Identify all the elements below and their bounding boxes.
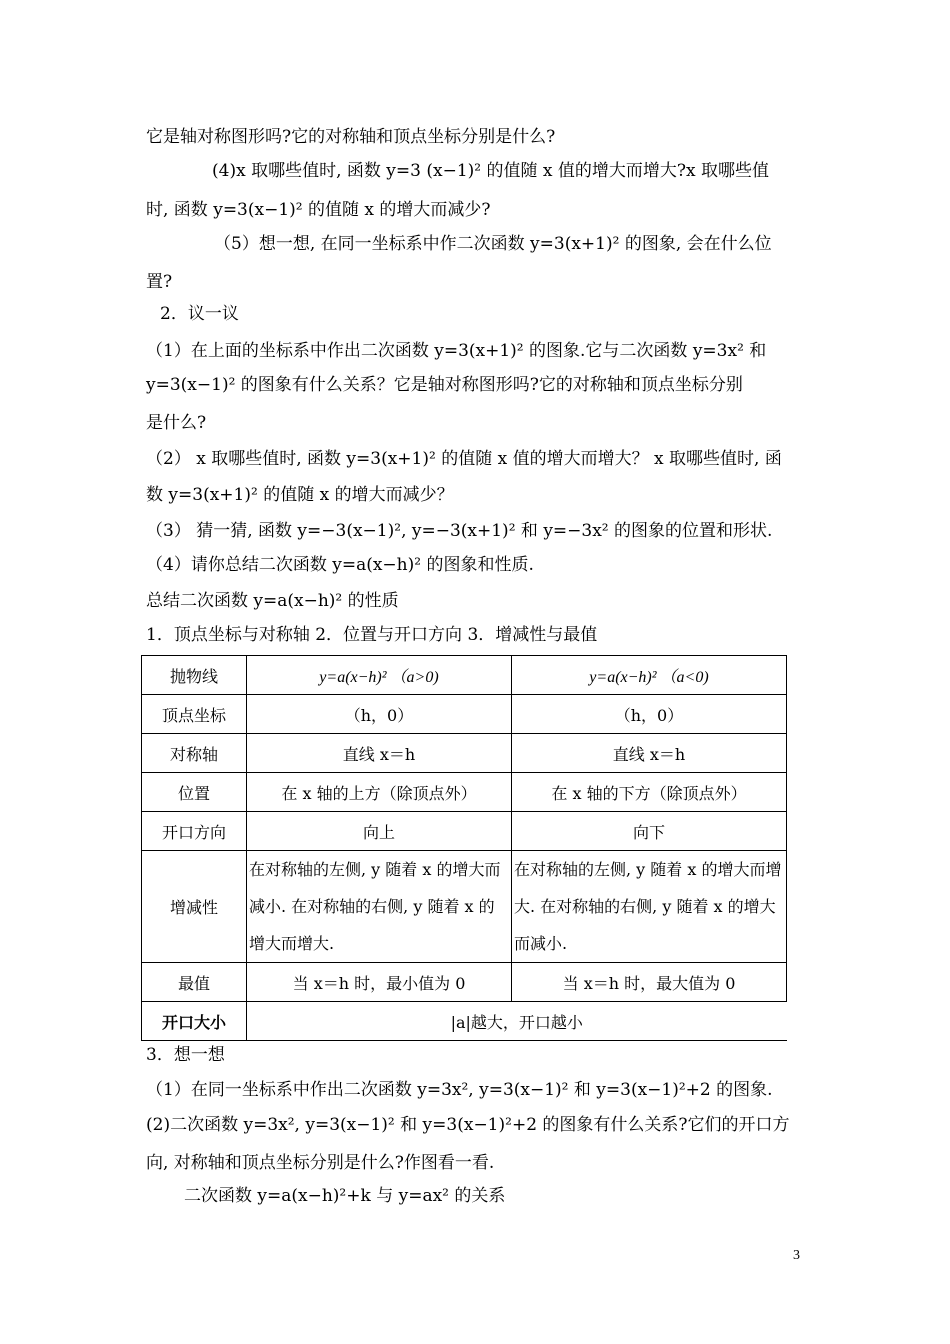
table-cell: 当 x＝h 时，最小值为 0 [247, 963, 512, 1002]
table-row [142, 773, 787, 812]
table-cell [247, 851, 512, 963]
table-cell: 对称轴 [142, 734, 247, 773]
table-header-cell: y=a(x−h)² （a>0) [247, 656, 512, 695]
table-row [142, 734, 787, 773]
table-cell: 顶点坐标 [142, 695, 247, 734]
monotonicity-text: 在对称轴的左侧, y 随着 x 的增大而增大. 在对称轴的右侧, y 随着 x 的增大而减小. [514, 860, 782, 953]
line-6: 2．议一议 [160, 304, 239, 324]
table-header-row [142, 656, 787, 695]
line-7: （1）在上面的坐标系中作出二次函数 y=3(x+1)² 的图象.它与二次函数 y=3x² 和 [146, 341, 767, 361]
table-cell: 在 x 轴的下方（除顶点外） [512, 773, 787, 812]
table-row [142, 695, 787, 734]
table-row [142, 1002, 787, 1041]
line-10: （2） x 取哪些值时, 函数 y=3(x+1)² 的值随 x 值的增大而增大？ x 取哪些值时, 函 [146, 449, 782, 469]
table-cell [512, 851, 787, 963]
line-11: 数 y=3(x+1)² 的值随 x 的增大而减少？ [146, 485, 454, 505]
table-cell: （h，0） [512, 695, 787, 734]
line-20: 二次函数 y=a(x−h)²+k 与 y=ax² 的关系 [184, 1186, 506, 1206]
properties-table [141, 655, 787, 1041]
table-cell: |a|越大，开口越小 [247, 1002, 787, 1041]
table-cell: 开口方向 [142, 812, 247, 851]
table-cell: 最值 [142, 963, 247, 1002]
line-2: (4)x 取哪些值时, 函数 y=3 (x−1)² 的值随 x 值的增大而增大?x 取哪些值 [212, 161, 769, 181]
line-1: 它是轴对称图形吗?它的对称轴和顶点坐标分别是什么? [146, 127, 556, 147]
table-cell: 开口大小 [142, 1002, 247, 1041]
monotonicity-text: 在对称轴的左侧, y 随着 x 的增大而减小. 在对称轴的右侧, y 随着 x 的增大而增大. [249, 860, 501, 953]
line-18: (2)二次函数 y=3x², y=3(x−1)² 和 y=3(x−1)²+2 的图象有什么关系?它们的开口方 [146, 1115, 790, 1135]
table-header-cell: y=a(x−h)² （a<0) [512, 656, 787, 695]
table-cell: 向上 [247, 812, 512, 851]
table-cell: 当 x＝h 时，最大值为 0 [512, 963, 787, 1002]
line-12: （3） 猜一猜, 函数 y=−3(x−1)², y=−3(x+1)² 和 y=−3x² 的图象的位置和形状. [146, 521, 773, 541]
table-cell: 位置 [142, 773, 247, 812]
table-cell: 在 x 轴的上方（除顶点外） [247, 773, 512, 812]
table-header-cell: 抛物线 [142, 656, 247, 695]
table-row [142, 851, 787, 963]
line-15: 1．顶点坐标与对称轴 2．位置与开口方向 3．增减性与最值 [146, 625, 598, 645]
line-13: （4）请你总结二次函数 y=a(x−h)² 的图象和性质. [146, 555, 534, 575]
line-3: 时, 函数 y=3(x−1)² 的值随 x 的增大而减少? [146, 200, 491, 220]
table-cell: （h，0） [247, 695, 512, 734]
line-9: 是什么? [146, 413, 207, 433]
line-5: 置? [146, 272, 173, 292]
line-8: y=3(x−1)² 的图象有什么关系？它是轴对称图形吗?它的对称轴和顶点坐标分别 [146, 375, 743, 395]
line-19: 向, 对称轴和顶点坐标分别是什么?作图看一看. [146, 1153, 495, 1173]
page-number: 3 [793, 1248, 800, 1263]
table-row [142, 812, 787, 851]
line-14: 总结二次函数 y=a(x−h)² 的性质 [146, 591, 399, 611]
line-4: （5）想一想, 在同一坐标系中作二次函数 y=3(x+1)² 的图象, 会在什么位 [214, 234, 772, 254]
table-cell: 直线 x＝h [247, 734, 512, 773]
line-16: 3．想一想 [146, 1045, 225, 1065]
table-cell: 增减性 [142, 851, 247, 963]
table-row [142, 963, 787, 1002]
table-cell: 向下 [512, 812, 787, 851]
line-17: （1）在同一坐标系中作出二次函数 y=3x², y=3(x−1)² 和 y=3(x−1)²+2 的图象. [146, 1080, 773, 1100]
table-cell: 直线 x＝h [512, 734, 787, 773]
